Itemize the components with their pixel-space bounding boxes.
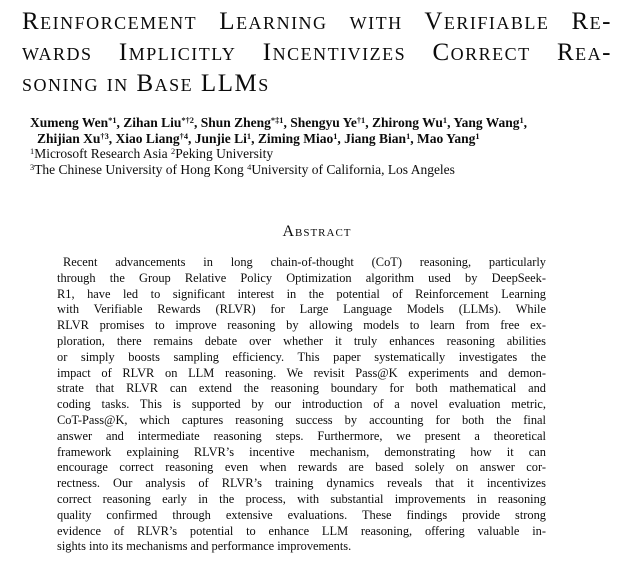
author-superscript: *†2 [181, 116, 194, 126]
abstract-line: encourage correct reasoning even when rewards are based solely on answer cor- [57, 460, 546, 475]
author-name: Ziming Miao [257, 130, 334, 146]
author-name: Shengyu Ye [290, 115, 357, 130]
author-name: Xumeng Wen [30, 115, 109, 130]
affiliation-name: The Chinese University of Hong Kong [34, 161, 248, 177]
author-name: Yang Wang [453, 115, 520, 130]
abstract-line: evidence of RLVR’s potential to enhance LLM reasoning, offering valuable in- [57, 523, 546, 538]
abstract-line: rectness. Our analysis of RLVR’s training dynamics reveals that it incentivizes [57, 476, 546, 491]
abstract-line: through the Group Relative Policy Optimization algorithm used by DeepSeek- [57, 270, 546, 285]
abstract-line: correct reasoning early in the process, with substantial improvements in reasoning [57, 491, 546, 506]
abstract-line: coding tasks. This is supported by our introduction of a novel evaluation metric, [57, 397, 546, 412]
abstract-line: framework explaining RLVR’s incentive mechanism, demonstrating how it can [57, 444, 546, 459]
affiliation-line [30, 162, 612, 178]
author-superscript: †4 [179, 131, 189, 141]
affiliation-superscript: 3 [30, 162, 35, 172]
author-name: Shun Zheng [200, 115, 271, 130]
author-superscript: 1 [442, 116, 448, 126]
author-name: Junjie Li [194, 130, 247, 146]
author-name: Mao Yang [417, 130, 476, 146]
affiliation-superscript: 1 [30, 147, 35, 157]
affiliation-name: University of California, Los Angeles [251, 161, 455, 177]
affiliation-superscript: 4 [247, 162, 252, 172]
paper-title [22, 6, 612, 99]
author-name: Jiang Bian [344, 130, 407, 146]
paper-title-line: Reinforcement Learning with Verifiable Re- [22, 8, 612, 35]
abstract-line: ploration, there remains debate over whether it truly enhances reasoning abilities [57, 333, 546, 348]
author-name: Zhirong Wu [371, 115, 443, 130]
paper-title-line: wards Implicitly Incentivizes Correct Rea- [22, 39, 612, 66]
affiliation-name: Microsoft Research Asia [34, 146, 172, 161]
author-line: Xumeng Wen$^{*1}$, Zihan Liu$^{*\dagger 2}$, Shun Zheng$^{*\ddagger 1}$, Shengyu Ye$^{\dagger 1}$, Zhirong Wu$^1$, Yang Wang$^1$, [30, 115, 528, 130]
author-superscript: 1 [406, 131, 411, 141]
author-superscript: †1 [356, 116, 366, 126]
abstract-line: Recent advancements in long chain-of-thought (CoT) reasoning, particularly [63, 255, 546, 269]
author-superscript: 1 [333, 131, 338, 141]
author-superscript: 1 [246, 131, 252, 141]
affiliation-block [22, 146, 612, 177]
author-name: Xiao Liang [115, 130, 180, 146]
abstract-line: with Verifiable Rewards (RLVR) for Large Language Models (LLMs). While [57, 302, 546, 317]
abstract-heading: Abstract [282, 223, 352, 240]
affiliation-superscript: 2 [171, 147, 176, 157]
author-superscript: 1 [519, 116, 524, 126]
affiliation-line [30, 146, 612, 162]
author-name: Zihan Liu [123, 115, 182, 130]
abstract-line: RLVR promises to improve reasoning by allowing models to learn from free ex- [57, 318, 546, 333]
abstract-line: CoT-Pass@K, which captures reasoning success by accounting for both the final [57, 412, 546, 427]
author-superscript: *1 [108, 116, 117, 126]
abstract-body [57, 255, 546, 555]
abstract-line: R1, have led to significant interest in the potential of Reinforcement Learning [57, 286, 546, 301]
abstract-line: sights into its mechanisms and performance improvements. [57, 539, 352, 554]
affiliation-name: Peking University [175, 146, 274, 161]
author-name: Zhijian Xu [37, 130, 101, 146]
abstract-line: strate that RLVR can extend the reasoning boundary for both mathematical and [57, 381, 546, 396]
paper-title-line: soning in Base LLMs [22, 70, 270, 97]
abstract-line: quality confirmed through extensive evaluations. These findings provide strong [57, 507, 546, 522]
abstract-line: impact of RLVR on LLM reasoning. We revisit Pass@K experiments and demon- [57, 365, 546, 380]
author-block [22, 115, 612, 146]
author-superscript: *‡1 [270, 116, 284, 126]
author-superscript: †3 [100, 131, 109, 141]
author-superscript: 1 [475, 131, 480, 141]
author-line: Zhijian Xu$^{\dagger 3}$, Xiao Liang$^{\dagger 4}$, Junjie Li$^1$, Ziming Miao$^1$, Jiang Bian$^1$, Mao Yang$^1$ [37, 130, 480, 146]
abstract-line: answer and intermediate reasoning steps. Furthermore, we present a theoretical [57, 428, 546, 443]
abstract-line: or simply boosts sampling efficiency. This paper systematically investigates the [57, 349, 546, 364]
